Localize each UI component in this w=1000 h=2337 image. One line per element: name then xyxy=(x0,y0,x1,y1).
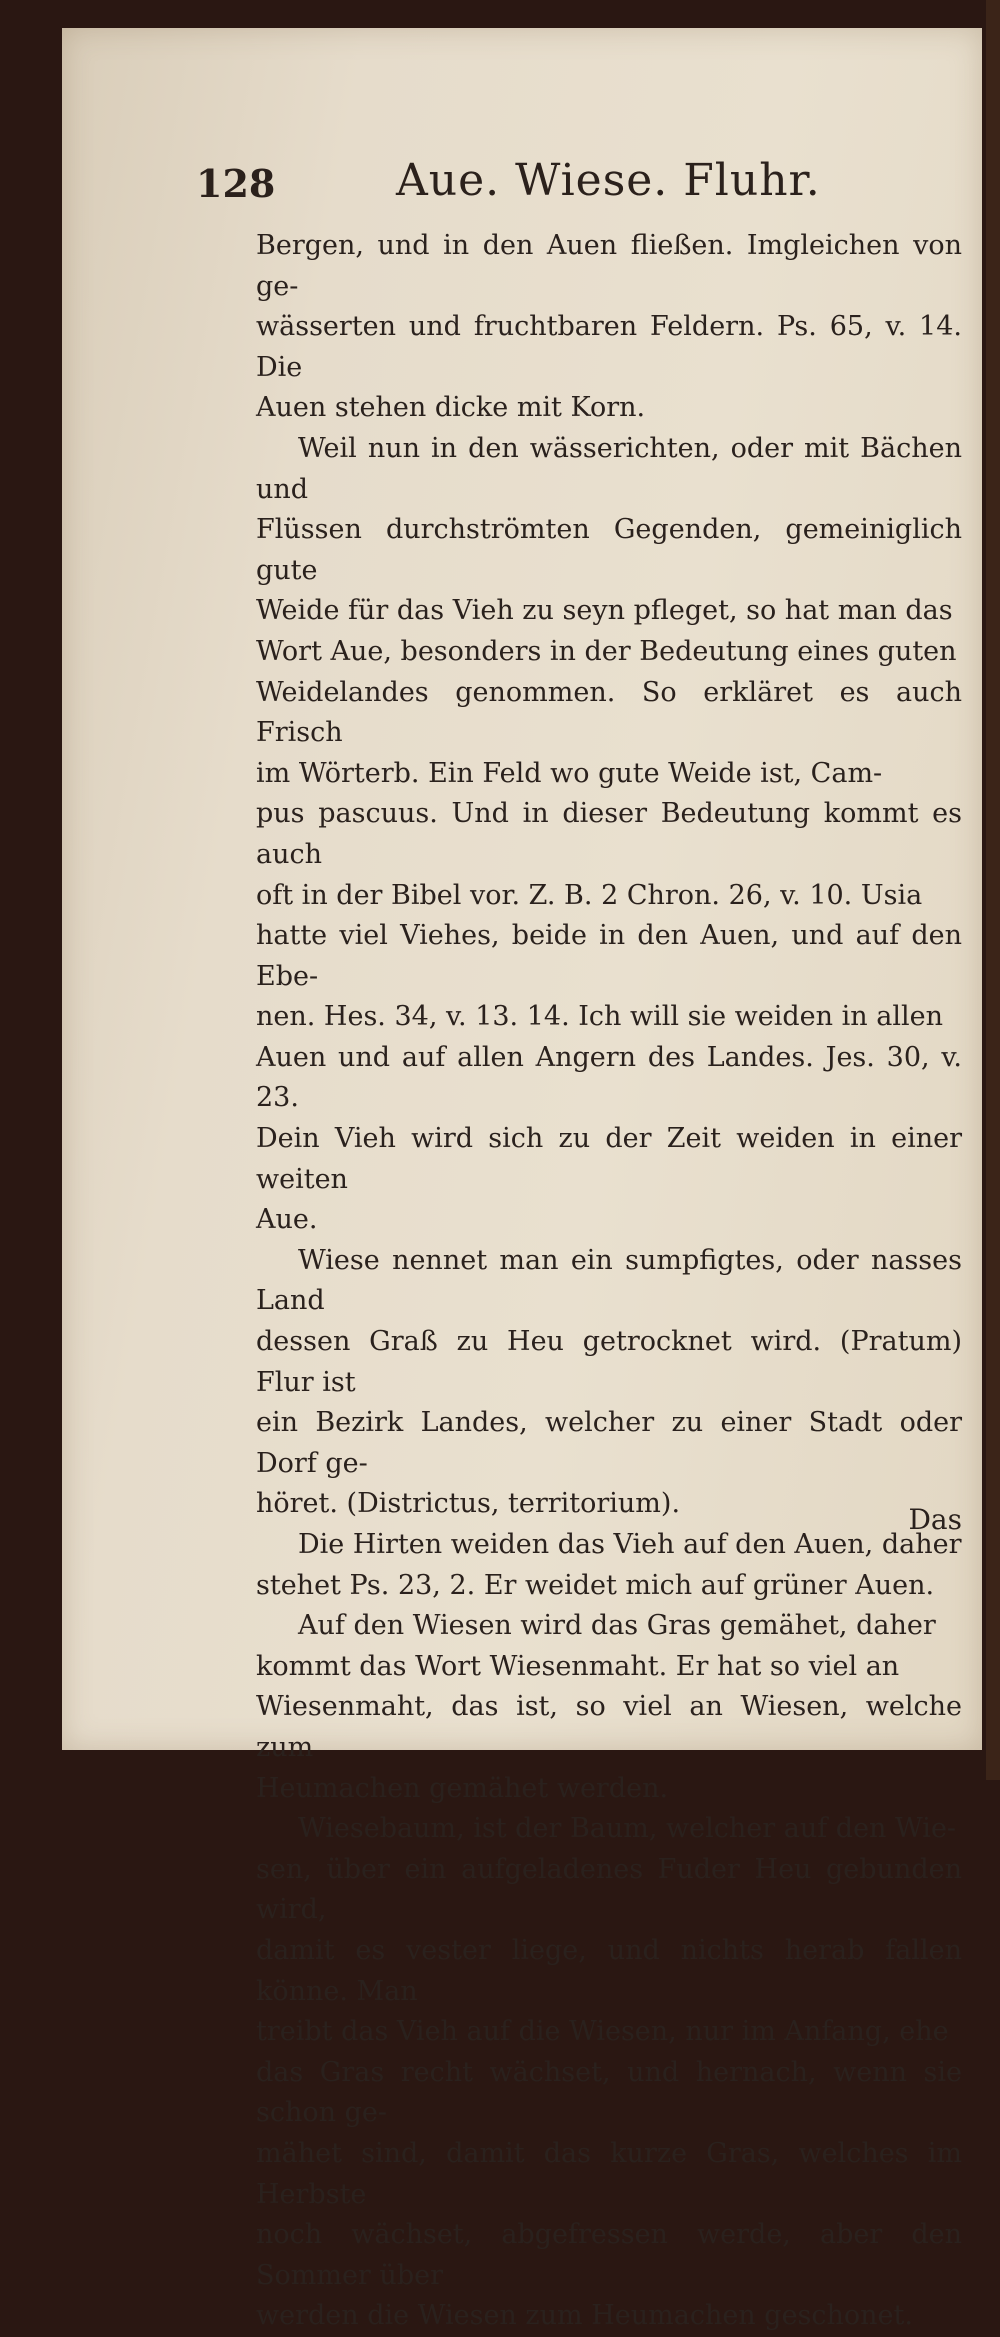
line: Wiesenmaht, das ist, so viel an Wiesen, welche zum xyxy=(256,1691,962,1763)
line: Weil nun in den wässerichten, oder mit Bächen und xyxy=(256,432,962,505)
paragraph-6 xyxy=(256,1809,962,2337)
line: kommt das Wort Wiesenmaht. Er hat so viel an xyxy=(256,1650,900,1682)
line: ein Bezirk Landes, welcher zu einer Stadt oder Dorf ge- xyxy=(256,1407,962,1479)
line: hatte viel Viehes, beide in den Auen, und auf den Ebe- xyxy=(256,920,962,992)
line: Weide für das Vieh zu seyn pfleget, so hat man das xyxy=(256,595,953,627)
line: Flüssen durchströmten Gegenden, gemeiniglich gute xyxy=(256,514,962,586)
line: Heumachen gemähet werden. xyxy=(256,1772,669,1804)
catchword: Das xyxy=(908,1503,962,1536)
line: das Gras recht wächset, und hernach, wenn sie schon ge- xyxy=(256,2056,962,2129)
line: sen, über ein aufgeladenes Fuder Heu gebunden wird, xyxy=(256,1853,962,1926)
line: Aue. xyxy=(256,1204,318,1236)
line: Auf den Wiesen wird das Gras gemähet, daher xyxy=(298,1610,936,1642)
line: im Wörterb. Ein Feld wo gute Weide ist, Cam- xyxy=(256,757,883,789)
paragraph-3 xyxy=(256,1241,962,1525)
paragraph-5 xyxy=(256,1606,962,1809)
paragraph-4 xyxy=(256,1525,962,1606)
line: werden die Wiesen zum Heumachen geschonet. xyxy=(256,2300,913,2332)
line: Bergen, und in den Auen fließen. Imgleichen von ge- xyxy=(256,230,962,302)
line: oft in der Bibel vor. Z. B. 2 Chron. 26, v. 10. Usia xyxy=(256,879,923,911)
line: noch wächset, abgefressen werde, aber den Sommer über xyxy=(256,2219,962,2291)
line: wässerten und fruchtbaren Feldern. Ps. 65, v. 14. Die xyxy=(256,311,962,383)
main-text xyxy=(256,226,962,2337)
paragraph-1 xyxy=(256,226,962,429)
line: Auen stehen dicke mit Korn. xyxy=(256,392,646,424)
line: Die Hirten weiden das Vieh auf den Auen, daher xyxy=(298,1529,962,1560)
line: damit es vester liege, und nichts herab fallen könne. Man xyxy=(256,1934,962,2007)
line: treibt das Vieh auf die Wiesen, nur im Anfang, ehe xyxy=(256,2016,949,2048)
line: Wort Aue, besonders in der Bedeutung eines guten xyxy=(256,635,957,667)
line: Wiesebaum, ist der Baum, welcher auf den Wie- xyxy=(298,1813,957,1845)
line: mähet sind, damit das kurze Gras, welches im Herbste xyxy=(256,2137,962,2210)
paragraph-2 xyxy=(256,429,962,1241)
book-edge xyxy=(986,0,1000,1780)
page-number: 128 xyxy=(196,161,276,206)
line: Auen und auf allen Angern des Landes. Jes. 30, v. 23. xyxy=(256,1041,962,1114)
page-header xyxy=(196,155,836,215)
line: stehet Ps. 23, 2. Er weidet mich auf grüner Auen. xyxy=(256,1569,935,1601)
line: Dein Vieh wird sich zu der Zeit weiden in einer weiten xyxy=(256,1123,962,1195)
running-head: Aue. Wiese. Fluhr. xyxy=(396,155,821,206)
line: Weidelandes genommen. So erkläret es auch Frisch xyxy=(256,676,962,749)
line: nen. Hes. 34, v. 13. 14. Ich will sie weiden in allen xyxy=(256,1001,943,1033)
line: dessen Graß zu Heu getrocknet wird. (Pratum) Flur ist xyxy=(256,1326,962,1398)
line: pus pascuus. Und in dieser Bedeutung kommt es auch xyxy=(256,798,962,870)
line: höret. (Districtus, territorium). xyxy=(256,1488,681,1520)
line: Wiese nennet man ein sumpfigtes, oder nasses Land xyxy=(256,1244,962,1317)
